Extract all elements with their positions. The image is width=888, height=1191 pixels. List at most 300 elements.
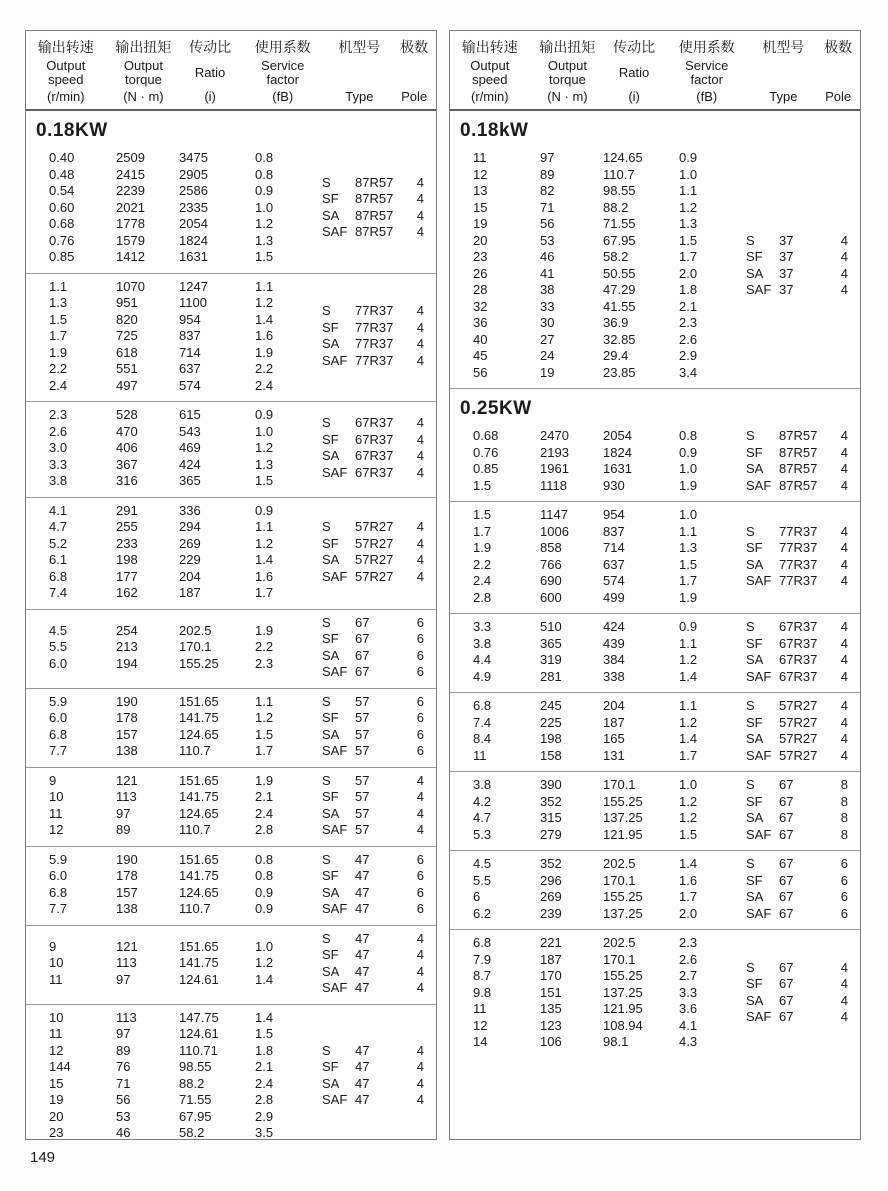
type-row	[746, 445, 848, 462]
pole-cell: 4	[840, 265, 848, 281]
ratio-cell: 229	[179, 552, 201, 567]
pole-cell: 6	[416, 693, 424, 709]
speed-cell: 5.5	[473, 872, 492, 888]
type-model-cell: 77R37	[355, 352, 394, 368]
fb-cell: 0.8	[255, 166, 274, 182]
type-row	[746, 748, 848, 765]
pole-cell: 4	[840, 668, 848, 684]
torque-cell: 56	[116, 1092, 131, 1107]
torque-cell: 2021	[116, 199, 145, 215]
fb-cell: 1.9	[255, 772, 274, 788]
torque-cell: 178	[116, 710, 138, 725]
header-type-zh: 机型号	[338, 39, 381, 55]
type-prefix-cell: SF	[322, 789, 339, 804]
speed-cell: 1.3	[49, 295, 68, 310]
speed-cell: 26	[473, 265, 488, 281]
speed-cell: 2.3	[49, 407, 68, 422]
type-model-cell: 67R37	[779, 619, 818, 634]
pole-cell: 8	[840, 777, 848, 792]
table-row	[26, 1010, 322, 1027]
type-model-cell: 47	[355, 1075, 370, 1091]
pole-cell: 4	[416, 448, 424, 464]
ratio-cell: 714	[179, 344, 201, 360]
speed-cell: 15	[473, 199, 488, 215]
ratio-cell: 1824	[603, 444, 632, 460]
fb-cell: 0.9	[255, 884, 274, 900]
table-row	[26, 623, 322, 640]
speed-cell: 20	[473, 232, 488, 248]
ratio-cell: 574	[603, 573, 625, 588]
data-rows	[450, 856, 746, 922]
speed-cell: 0.40	[49, 150, 75, 165]
fb-cell: 2.1	[255, 789, 274, 804]
fb-cell: 1.2	[255, 440, 274, 455]
ratio-cell: 151.65	[179, 772, 219, 788]
type-row	[746, 652, 848, 669]
pole-cell: 4	[416, 336, 424, 352]
speed-cell: 4.2	[473, 793, 492, 809]
header-type	[327, 37, 393, 104]
type-model-cell: 57	[355, 789, 370, 804]
fb-cell: 1.4	[255, 1009, 274, 1025]
header-torque	[530, 37, 606, 104]
pole-cell: 4	[416, 980, 424, 995]
header-speed-en: Output speed	[470, 58, 510, 87]
type-row	[322, 710, 424, 727]
table-row	[26, 216, 322, 233]
ratio-cell: 837	[603, 523, 625, 539]
header-pole-zh: 极数	[824, 39, 853, 55]
table-row	[26, 200, 322, 217]
ratio-cell: 71.55	[603, 216, 636, 231]
type-row	[746, 698, 848, 715]
table-row	[450, 266, 746, 283]
spec-block	[26, 925, 436, 1004]
type-model-cell: 87R57	[355, 174, 394, 190]
pole-cell: 4	[416, 930, 424, 946]
speed-cell: 11	[49, 971, 63, 987]
type-prefix-cell: S	[322, 930, 331, 946]
fb-cell: 1.2	[255, 535, 274, 551]
fb-cell: 3.6	[679, 1001, 698, 1016]
ratio-cell: 124.65	[603, 150, 643, 165]
table-row	[26, 852, 322, 869]
fb-cell: 1.1	[679, 523, 698, 539]
type-model-cell: 87R57	[779, 461, 818, 476]
pole-cell: 6	[416, 743, 424, 758]
speed-cell: 1.7	[473, 523, 492, 539]
type-row	[322, 432, 424, 449]
torque-cell: 19	[540, 364, 555, 380]
type-prefix-cell: S	[746, 619, 755, 634]
ratio-cell: 543	[179, 423, 201, 439]
type-prefix-cell: SF	[322, 319, 339, 335]
header-fb-zh: 使用系数	[254, 39, 311, 55]
type-model-cell: 47	[355, 1059, 370, 1074]
type-row	[322, 191, 424, 208]
header-ratio-bottom: (i)	[628, 89, 640, 104]
type-row	[322, 415, 424, 432]
torque-cell: 121	[116, 938, 138, 954]
header-ratio-en: Ratio	[194, 65, 226, 80]
type-model-cell: 87R57	[355, 191, 394, 207]
speed-cell: 19	[473, 216, 488, 231]
fb-cell: 1.4	[255, 552, 274, 567]
torque-cell: 766	[540, 556, 562, 572]
ratio-cell: 1631	[179, 249, 208, 264]
fb-cell: 1.0	[679, 777, 698, 792]
fb-cell: 1.5	[255, 1026, 274, 1041]
type-row	[322, 552, 424, 569]
type-row	[322, 631, 424, 648]
table-row	[450, 573, 746, 590]
pole-cell: 6	[840, 889, 848, 904]
pole-cell: 4	[840, 714, 848, 730]
header-torque-bottom: (N · m)	[547, 89, 588, 104]
type-row	[322, 743, 424, 760]
table-row	[26, 1109, 322, 1126]
pole-cell: 4	[416, 319, 424, 335]
speed-cell: 0.76	[473, 444, 499, 460]
type-prefix-cell: SF	[322, 868, 339, 883]
table-row	[450, 524, 746, 541]
type-row	[746, 619, 848, 636]
ratio-cell: 67.95	[603, 232, 636, 248]
type-rows	[746, 856, 860, 922]
type-prefix-cell: SA	[322, 552, 340, 567]
spec-block	[450, 613, 860, 692]
speed-cell: 6.8	[49, 884, 68, 900]
ratio-cell: 98.55	[179, 1059, 212, 1074]
ratio-cell: 141.75	[179, 789, 219, 804]
table-row	[26, 183, 322, 200]
header-ratio	[605, 37, 663, 104]
pole-cell: 4	[840, 444, 848, 460]
type-row	[322, 964, 424, 981]
speed-cell: 0.76	[49, 232, 75, 248]
ratio-cell: 338	[603, 668, 625, 684]
torque-cell: 239	[540, 905, 562, 921]
fb-cell: 1.9	[679, 589, 698, 605]
type-model-cell: 67	[779, 872, 794, 888]
type-model-cell: 77R37	[355, 336, 394, 352]
pole-cell: 6	[416, 664, 424, 679]
fb-cell: 1.0	[255, 938, 274, 954]
torque-cell: 225	[540, 714, 562, 730]
header-type	[751, 37, 817, 104]
ratio-cell: 1100	[179, 295, 207, 310]
pole-cell: 4	[840, 976, 848, 992]
ratio-cell: 121.95	[603, 1001, 643, 1016]
table-row	[26, 536, 322, 553]
table-row	[26, 378, 322, 395]
type-row	[746, 715, 848, 732]
data-rows	[450, 150, 746, 381]
type-row	[322, 175, 424, 192]
fb-cell: 1.7	[255, 585, 274, 600]
table-row	[26, 569, 322, 586]
type-prefix-cell: SAF	[322, 224, 348, 240]
header-fb-zh: 使用系数	[678, 39, 735, 55]
speed-cell: 36	[473, 315, 488, 330]
type-model-cell: 67	[779, 826, 794, 842]
speed-cell: 6.8	[49, 568, 68, 584]
fb-cell: 1.2	[255, 955, 274, 971]
table-row	[450, 200, 746, 217]
pole-cell: 4	[416, 772, 424, 788]
torque-cell: 1070	[116, 278, 145, 294]
torque-cell: 97	[116, 1026, 131, 1041]
table-row	[26, 656, 322, 673]
torque-cell: 255	[116, 519, 138, 534]
ratio-cell: 151.65	[179, 938, 219, 954]
fb-cell: 0.8	[679, 428, 698, 443]
header-speed-bottom: (r/min)	[471, 89, 509, 104]
header-torque-bottom: (N · m)	[123, 89, 164, 104]
fb-cell: 2.0	[679, 265, 698, 281]
torque-cell: 113	[116, 955, 137, 971]
pole-cell: 4	[416, 464, 424, 480]
ratio-cell: 151.65	[179, 693, 219, 709]
header-torque-zh: 输出扭矩	[115, 39, 172, 55]
speed-cell: 11	[473, 1001, 487, 1016]
fb-cell: 1.7	[679, 249, 698, 264]
fb-cell: 4.1	[679, 1017, 698, 1033]
type-rows	[322, 931, 436, 997]
torque-cell: 46	[540, 249, 555, 264]
type-row	[746, 731, 848, 748]
torque-cell: 194	[116, 655, 138, 671]
ratio-cell: 155.25	[603, 968, 643, 983]
torque-cell: 190	[116, 693, 138, 709]
spec-block	[450, 501, 860, 613]
ratio-cell: 98.55	[603, 183, 636, 198]
page-number: 149	[30, 1149, 56, 1166]
header-speed	[450, 37, 530, 104]
table-row	[450, 540, 746, 557]
table-row	[26, 279, 322, 296]
table-row	[26, 1125, 322, 1140]
table-row	[26, 727, 322, 744]
speed-cell: 3.8	[49, 473, 68, 488]
fb-cell: 1.7	[679, 747, 698, 763]
type-prefix-cell: SA	[746, 461, 764, 476]
fb-cell: 1.2	[679, 199, 698, 215]
type-prefix-cell: SA	[322, 448, 340, 464]
speed-cell: 1.5	[473, 507, 492, 522]
ratio-cell: 47.29	[603, 282, 636, 297]
type-prefix-cell: S	[746, 428, 755, 443]
fb-cell: 2.0	[679, 905, 698, 921]
type-rows	[322, 1043, 436, 1109]
spec-block	[450, 145, 860, 388]
fb-cell: 1.2	[255, 295, 274, 310]
spec-block	[450, 929, 860, 1058]
table-row	[450, 216, 746, 233]
speed-cell: 8.7	[473, 968, 492, 983]
speed-cell: 6.8	[473, 935, 492, 950]
type-model-cell: 37	[779, 232, 794, 248]
ratio-cell: 110.7	[179, 901, 211, 916]
fb-cell: 2.3	[255, 655, 274, 671]
fb-cell: 1.1	[679, 635, 698, 651]
pole-cell: 6	[416, 868, 424, 883]
type-row	[746, 249, 848, 266]
type-model-cell: 67	[355, 664, 370, 679]
table-row	[450, 282, 746, 299]
spec-block	[26, 1004, 436, 1141]
fb-cell: 1.0	[679, 507, 698, 522]
torque-cell: 135	[540, 1001, 562, 1016]
header-pole	[392, 37, 436, 104]
speed-cell: 10	[49, 1009, 64, 1025]
type-rows	[322, 773, 436, 839]
fb-cell: 1.4	[679, 668, 698, 684]
fb-cell: 1.1	[679, 183, 698, 198]
type-prefix-cell: SF	[322, 947, 339, 962]
type-prefix-cell: SF	[746, 976, 763, 992]
speed-cell: 4.5	[473, 856, 492, 871]
torque-cell: 106	[540, 1034, 562, 1049]
fb-cell: 2.9	[255, 1108, 274, 1124]
table-row	[26, 361, 322, 378]
ratio-cell: 29.4	[603, 348, 629, 363]
type-model-cell: 57	[355, 822, 370, 837]
speed-cell: 32	[473, 298, 488, 314]
fb-cell: 1.5	[255, 249, 274, 264]
type-model-cell: 87R57	[355, 224, 394, 240]
ratio-cell: 439	[603, 635, 625, 651]
table-row	[26, 503, 322, 520]
type-prefix-cell: SA	[746, 556, 764, 572]
table-row	[450, 315, 746, 332]
type-row	[746, 233, 848, 250]
type-row	[746, 889, 848, 906]
ratio-cell: 131	[603, 747, 625, 763]
ratio-cell: 170.1	[603, 951, 636, 967]
pole-cell: 4	[840, 959, 848, 975]
ratio-cell: 155.25	[603, 889, 643, 904]
speed-cell: 2.6	[49, 423, 68, 439]
fb-cell: 1.3	[679, 216, 698, 231]
ratio-cell: 187	[603, 714, 625, 730]
ratio-cell: 714	[603, 540, 625, 555]
table-row	[450, 507, 746, 524]
ratio-cell: 124.65	[179, 726, 219, 742]
type-row	[746, 282, 848, 299]
type-model-cell: 67	[779, 777, 794, 792]
type-rows	[746, 777, 860, 843]
data-rows	[450, 619, 746, 685]
fb-cell: 2.6	[679, 331, 698, 347]
speed-cell: 6.0	[49, 655, 68, 671]
ratio-cell: 67.95	[179, 1108, 212, 1124]
ratio-cell: 499	[603, 589, 625, 605]
torque-cell: 690	[540, 573, 562, 588]
table-row	[450, 1001, 746, 1018]
type-prefix-cell: SF	[746, 540, 763, 555]
torque-cell: 1006	[540, 523, 569, 539]
table-row	[450, 619, 746, 636]
torque-cell: 367	[116, 456, 138, 472]
speed-cell: 14	[473, 1034, 488, 1049]
type-rows	[322, 175, 436, 241]
torque-cell: 71	[116, 1075, 131, 1091]
torque-cell: 41	[540, 265, 555, 281]
speed-cell: 1.5	[473, 477, 492, 493]
pole-cell: 4	[840, 652, 848, 667]
ratio-cell: 615	[179, 407, 201, 422]
spec-block	[26, 609, 436, 688]
type-model-cell: 57R27	[779, 731, 818, 746]
fb-cell: 2.4	[255, 377, 274, 393]
type-prefix-cell: SA	[322, 1075, 340, 1091]
torque-cell: 157	[116, 884, 138, 900]
type-row	[322, 901, 424, 918]
torque-cell: 151	[540, 984, 562, 1000]
speed-cell: 144	[49, 1059, 71, 1074]
pole-cell: 4	[416, 552, 424, 567]
spec-block	[26, 497, 436, 609]
type-model-cell: 57R27	[355, 552, 394, 567]
speed-cell: 10	[49, 789, 64, 804]
table-row	[26, 773, 322, 790]
speed-cell: 45	[473, 348, 488, 363]
speed-cell: 0.68	[49, 216, 75, 231]
data-rows	[26, 773, 322, 839]
torque-cell: 33	[540, 298, 555, 314]
ratio-cell: 141.75	[179, 955, 219, 971]
pole-cell: 4	[840, 747, 848, 763]
type-row	[746, 557, 848, 574]
type-prefix-cell: S	[322, 772, 331, 788]
ratio-cell: 50.55	[603, 265, 636, 281]
type-model-cell: 67	[779, 856, 794, 871]
table-row	[26, 1092, 322, 1109]
torque-cell: 291	[116, 502, 138, 518]
torque-cell: 2415	[116, 166, 145, 182]
speed-cell: 2.2	[49, 361, 68, 376]
type-row	[746, 827, 848, 844]
type-model-cell: 87R57	[779, 428, 818, 443]
speed-cell: 5.9	[49, 693, 68, 709]
type-prefix-cell: S	[322, 693, 331, 709]
torque-cell: 121	[116, 772, 138, 788]
header-torque-en: Output torque	[547, 58, 587, 87]
type-prefix-cell: SF	[746, 444, 763, 460]
speed-cell: 11	[49, 805, 63, 821]
ratio-cell: 147.75	[179, 1009, 219, 1025]
ratio-cell: 41.55	[603, 298, 636, 314]
pole-cell: 4	[416, 535, 424, 551]
type-model-cell: 67	[779, 889, 794, 904]
speed-cell: 5.3	[473, 826, 492, 842]
table-row	[450, 873, 746, 890]
header-speed-bottom: (r/min)	[47, 89, 85, 104]
header-type-bottom: Type	[345, 89, 374, 104]
pole-cell: 8	[840, 826, 848, 842]
fb-cell: 1.4	[255, 311, 274, 327]
speed-cell: 7.7	[49, 743, 68, 758]
type-model-cell: 57R27	[355, 519, 394, 534]
type-prefix-cell: SAF	[746, 573, 772, 588]
fb-cell: 2.8	[255, 822, 274, 837]
torque-cell: 53	[540, 232, 555, 248]
type-row	[746, 540, 848, 557]
table-row	[26, 901, 322, 918]
type-prefix-cell: SF	[746, 872, 763, 888]
fb-cell: 0.8	[255, 150, 274, 165]
